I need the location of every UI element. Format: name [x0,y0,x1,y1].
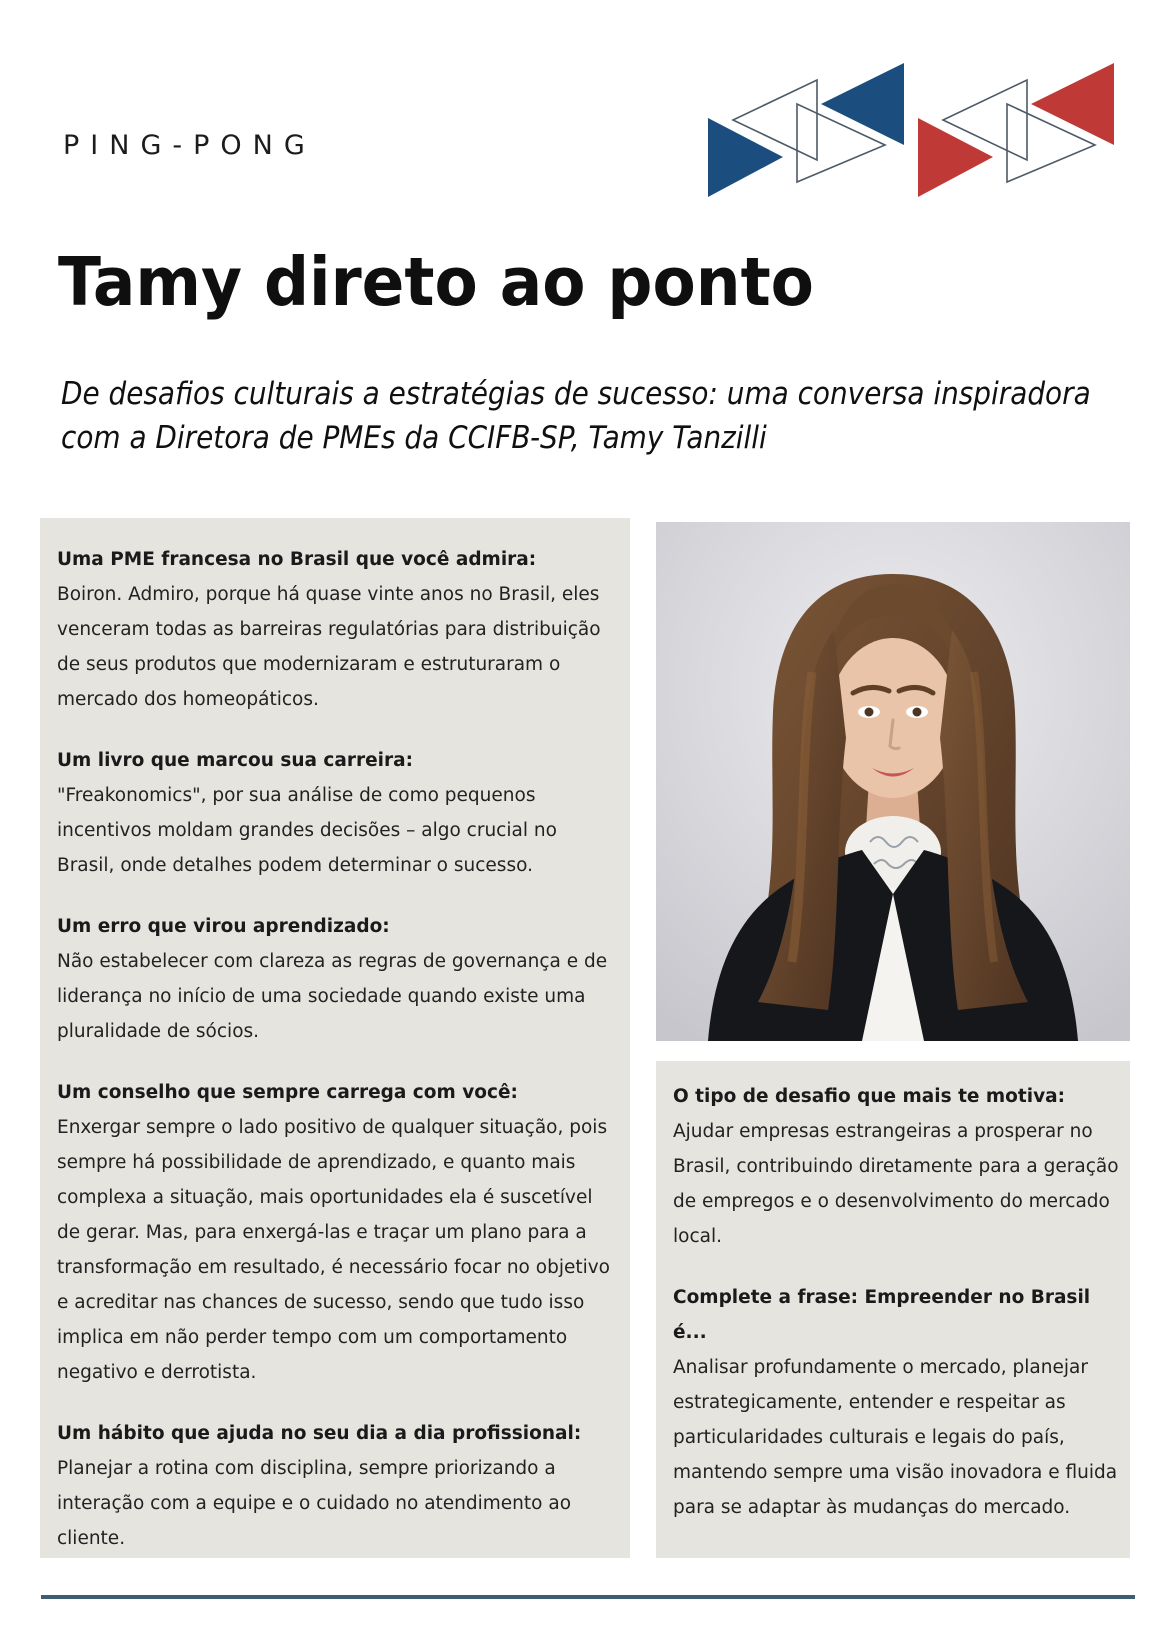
qa-block [57,743,616,883]
logo-red-group [918,63,1114,197]
qa-question: Um livro que marcou sua carreira: [57,750,414,771]
qa-block [57,1416,616,1556]
portrait-photo [656,522,1130,1041]
logo-solid-triangle-left [821,63,904,145]
section-kicker: PING-PONG [63,130,316,161]
qa-answer: Planejar a rotina com disciplina, sempre priorizando a interação com a equipe e o cuidado no atendimento ao cliente. [57,1458,572,1549]
qa-block [673,1079,1120,1254]
right-iris [913,708,922,717]
qa-answer: "Freakonomics", por sua análise de como pequenos incentivos moldam grandes decisões – algo crucial no Brasil, onde detalhes podem determinar o sucesso. [57,785,557,876]
qa-answer: Analisar profundamente o mercado, planejar estrategicamente, entender e respeitar as particularidades culturais e legais do país, mantendo sempre uma visão inovadora e fluida para se adaptar às mudanças do mercado. [673,1357,1118,1518]
brand-triangles-icon [708,63,1114,199]
page-title: Tamy direto ao ponto [58,243,814,321]
qa-question: Complete a frase: Empreender no Brasil é... [673,1287,1091,1343]
qa-block [57,542,616,717]
qa-answer: Enxergar sempre o lado positivo de qualquer situação, pois sempre há possibilidade de aprendizado, e quanto mais complexa a situação, mais oportunidades ela é suscetível de gerar. Mas, para enxergá-las e traçar um plano para a transformação em resultado, é necessário focar no objetivo e acreditar nas chances de sucesso, sendo que tudo isso implica em não perder tempo com um comportamento negativo e derrotista. [57,1117,610,1383]
qa-question: Um hábito que ajuda no seu dia a dia profissional: [57,1423,582,1444]
right-qa-column [656,1061,1130,1558]
logo-solid-triangle-left [1031,63,1114,145]
logo-solid-triangle-right [708,118,783,197]
qa-question: Um erro que virou aprendizado: [57,916,390,937]
qa-answer: Boiron. Admiro, porque há quase vinte anos no Brasil, eles venceram todas as barreiras regulatórias para distribuição de seus produtos que modernizaram e estruturaram o mercado dos homeopáticos. [57,584,601,710]
qa-question: Uma PME francesa no Brasil que você admira: [57,549,537,570]
logo-blue-group [708,63,904,197]
left-qa-column [40,518,630,1558]
bottom-divider-rule [41,1595,1135,1599]
left-iris [865,708,874,717]
qa-question: Um conselho que sempre carrega com você: [57,1082,518,1103]
qa-question: O tipo de desafio que mais te motiva: [673,1086,1066,1107]
qa-block [57,1075,616,1390]
page-subtitle: De desafios culturais a estratégias de sucesso: uma conversa inspiradora com a Diretora de PMEs da CCIFB-SP, Tamy Tanzilli [61,376,1091,456]
qa-answer: Ajudar empresas estrangeiras a prosperar no Brasil, contribuindo diretamente para a geração de empregos e o desenvolvimento do mercado local. [673,1121,1119,1247]
qa-block [673,1280,1120,1525]
qa-block [57,909,616,1049]
logo-solid-triangle-right [918,118,993,197]
qa-answer: Não estabelecer com clareza as regras de governança e de liderança no início de uma sociedade quando existe uma pluralidade de sócios. [57,951,608,1042]
portrait-illustration [656,522,1130,1041]
